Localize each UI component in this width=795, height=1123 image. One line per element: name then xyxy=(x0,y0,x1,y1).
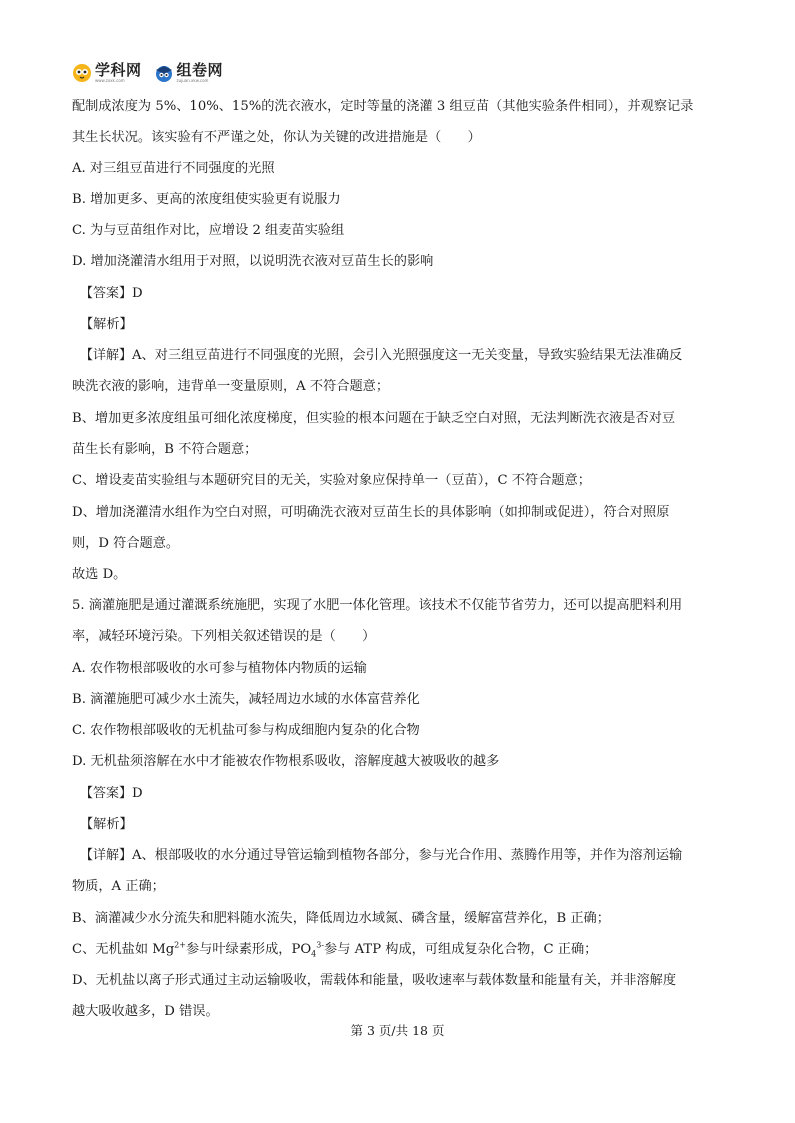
q4-answer-tag: 【答案】 xyxy=(80,286,133,301)
q5-answer xyxy=(80,784,143,804)
q4-detail-line7: 则，D 符合题意。 xyxy=(72,536,180,551)
q5-detail-line4-b: 参与叶绿素形成，PO xyxy=(185,942,312,957)
q5-detail-tag: 【详解】 xyxy=(80,848,133,863)
q5-detail-line4 xyxy=(72,940,597,960)
q5-stem-line2: 率，减轻环境污染。下列相关叙述错误的是（ ） xyxy=(72,629,376,644)
q4-detail-line3: B、增加更多浓度组虽可细化浓度梯度，但实验的根本问题在于缺乏空白对照，无法判断洗衣液是否对豆 xyxy=(72,411,676,426)
q4-detail-tag: 【详解】 xyxy=(80,348,133,363)
logo-xueke-name: 学科网 xyxy=(95,61,142,79)
q4-analysis-tag: 【解析】 xyxy=(80,317,133,332)
q5-detail-line4-a: C、无机盐如 Mg xyxy=(72,942,175,957)
q4-option-a: A. 对三组豆苗进行不同强度的光照 xyxy=(72,161,275,176)
q4-option-b: B. 增加更多、更高的浓度组使实验更有说服力 xyxy=(72,192,341,207)
logo-zujuan-name: 组卷网 xyxy=(176,61,224,79)
po4-subscript: 4 xyxy=(311,949,317,959)
q4-detail-line4: 苗生长有影响，B 不符合题意； xyxy=(72,442,258,457)
q4-detail-text1: A、对三组豆苗进行不同强度的光照，会引入光照强度这一无关变量，导致实验结果无法准确反 xyxy=(132,348,683,363)
q4-option-d: D. 增加浇灌清水组用于对照，以说明洗衣液对豆苗生长的影响 xyxy=(72,254,434,269)
q4-detail-line1 xyxy=(80,346,682,366)
q5-detail-text1: A、根部吸收的水分通过导管运输到植物各部分，参与光合作用、蒸腾作用等，并作为溶剂运输 xyxy=(132,848,683,863)
q5-detail-line1 xyxy=(80,846,682,866)
header-logos xyxy=(72,60,235,86)
q5-option-d: D. 无机盐须溶解在水中才能被农作物根系吸收，溶解度越大被吸收的越多 xyxy=(72,754,500,769)
q5-detail-line5: D、无机盐以离子形式通过主动运输吸收，需载体和能量，吸收速率与载体数量和能量有关，并非溶解度 xyxy=(72,973,677,988)
q4-conclusion: 故选 D。 xyxy=(72,567,127,582)
q5-answer-value: D xyxy=(132,786,143,801)
q4-detail-line6: D、增加浇灌清水组作为空白对照，可明确洗衣液对豆苗生长的具体影响（如抑制或促进），符合对照原 xyxy=(72,505,670,520)
q5-detail-line2: 物质，A 正确； xyxy=(72,879,165,894)
q5-option-c: C. 农作物根部吸收的无机盐可参与构成细胞内复杂的化合物 xyxy=(72,723,420,738)
logo-zujuan xyxy=(154,63,224,83)
q5-detail-line4-c: 参与 ATP 构成，可组成复杂化合物，C 正确； xyxy=(324,942,598,957)
q5-stem-line1: 5. 滴灌施肥是通过灌溉系统施肥，实现了水肥一体化管理。该技术不仅能节省劳力，还可以提高肥料利用 xyxy=(72,598,683,613)
q4-answer-value: D xyxy=(132,286,143,301)
logo-xueke-url: www.zxxk.com xyxy=(95,78,125,83)
page-number: 第 3 页/共 18 页 xyxy=(350,1023,445,1038)
q5-option-b: B. 滴灌施肥可减少水土流失，减轻周边水域的水体富营养化 xyxy=(72,692,420,707)
q5-analysis-tag: 【解析】 xyxy=(80,817,133,832)
logo-zujuan-url: zujuan.xkw.com xyxy=(176,78,209,83)
owl-icon xyxy=(72,63,92,83)
q5-detail-line3: B、滴灌减少水分流失和肥料随水流失，降低周边水域氮、磷含量，缓解富营养化，B 正确； xyxy=(72,911,610,926)
grad-cap-icon xyxy=(154,63,174,83)
q4-detail-line2: 映洗衣液的影响，违背单一变量原则，A 不符合题意； xyxy=(72,379,390,394)
logo-xueke xyxy=(72,63,142,83)
q4-detail-line5: C、增设麦苗实验组与本题研究目的无关，实验对象应保持单一（豆苗），C 不符合题意； xyxy=(72,473,591,488)
q4-stem-line2: 其生长状况。该实验有不严谨之处，你认为关键的改进措施是（ ） xyxy=(72,130,481,145)
q4-answer xyxy=(80,284,143,304)
po4-charge: 3- xyxy=(316,940,325,950)
q4-option-c: C. 为与豆苗组作对比，应增设 2 组麦苗实验组 xyxy=(72,223,345,238)
q5-option-a: A. 农作物根部吸收的水可参与植物体内物质的运输 xyxy=(72,661,367,676)
q5-answer-tag: 【答案】 xyxy=(80,786,133,801)
mg-charge: 2+ xyxy=(174,940,186,950)
q5-detail-line6: 越大吸收越多，D 错误。 xyxy=(72,1004,219,1019)
q4-stem-line1: 配制成浓度为 5%、10%、15%的洗衣液水，定时等量的浇灌 3 组豆苗（其他实验条件相同），并观察记录 xyxy=(72,99,694,114)
